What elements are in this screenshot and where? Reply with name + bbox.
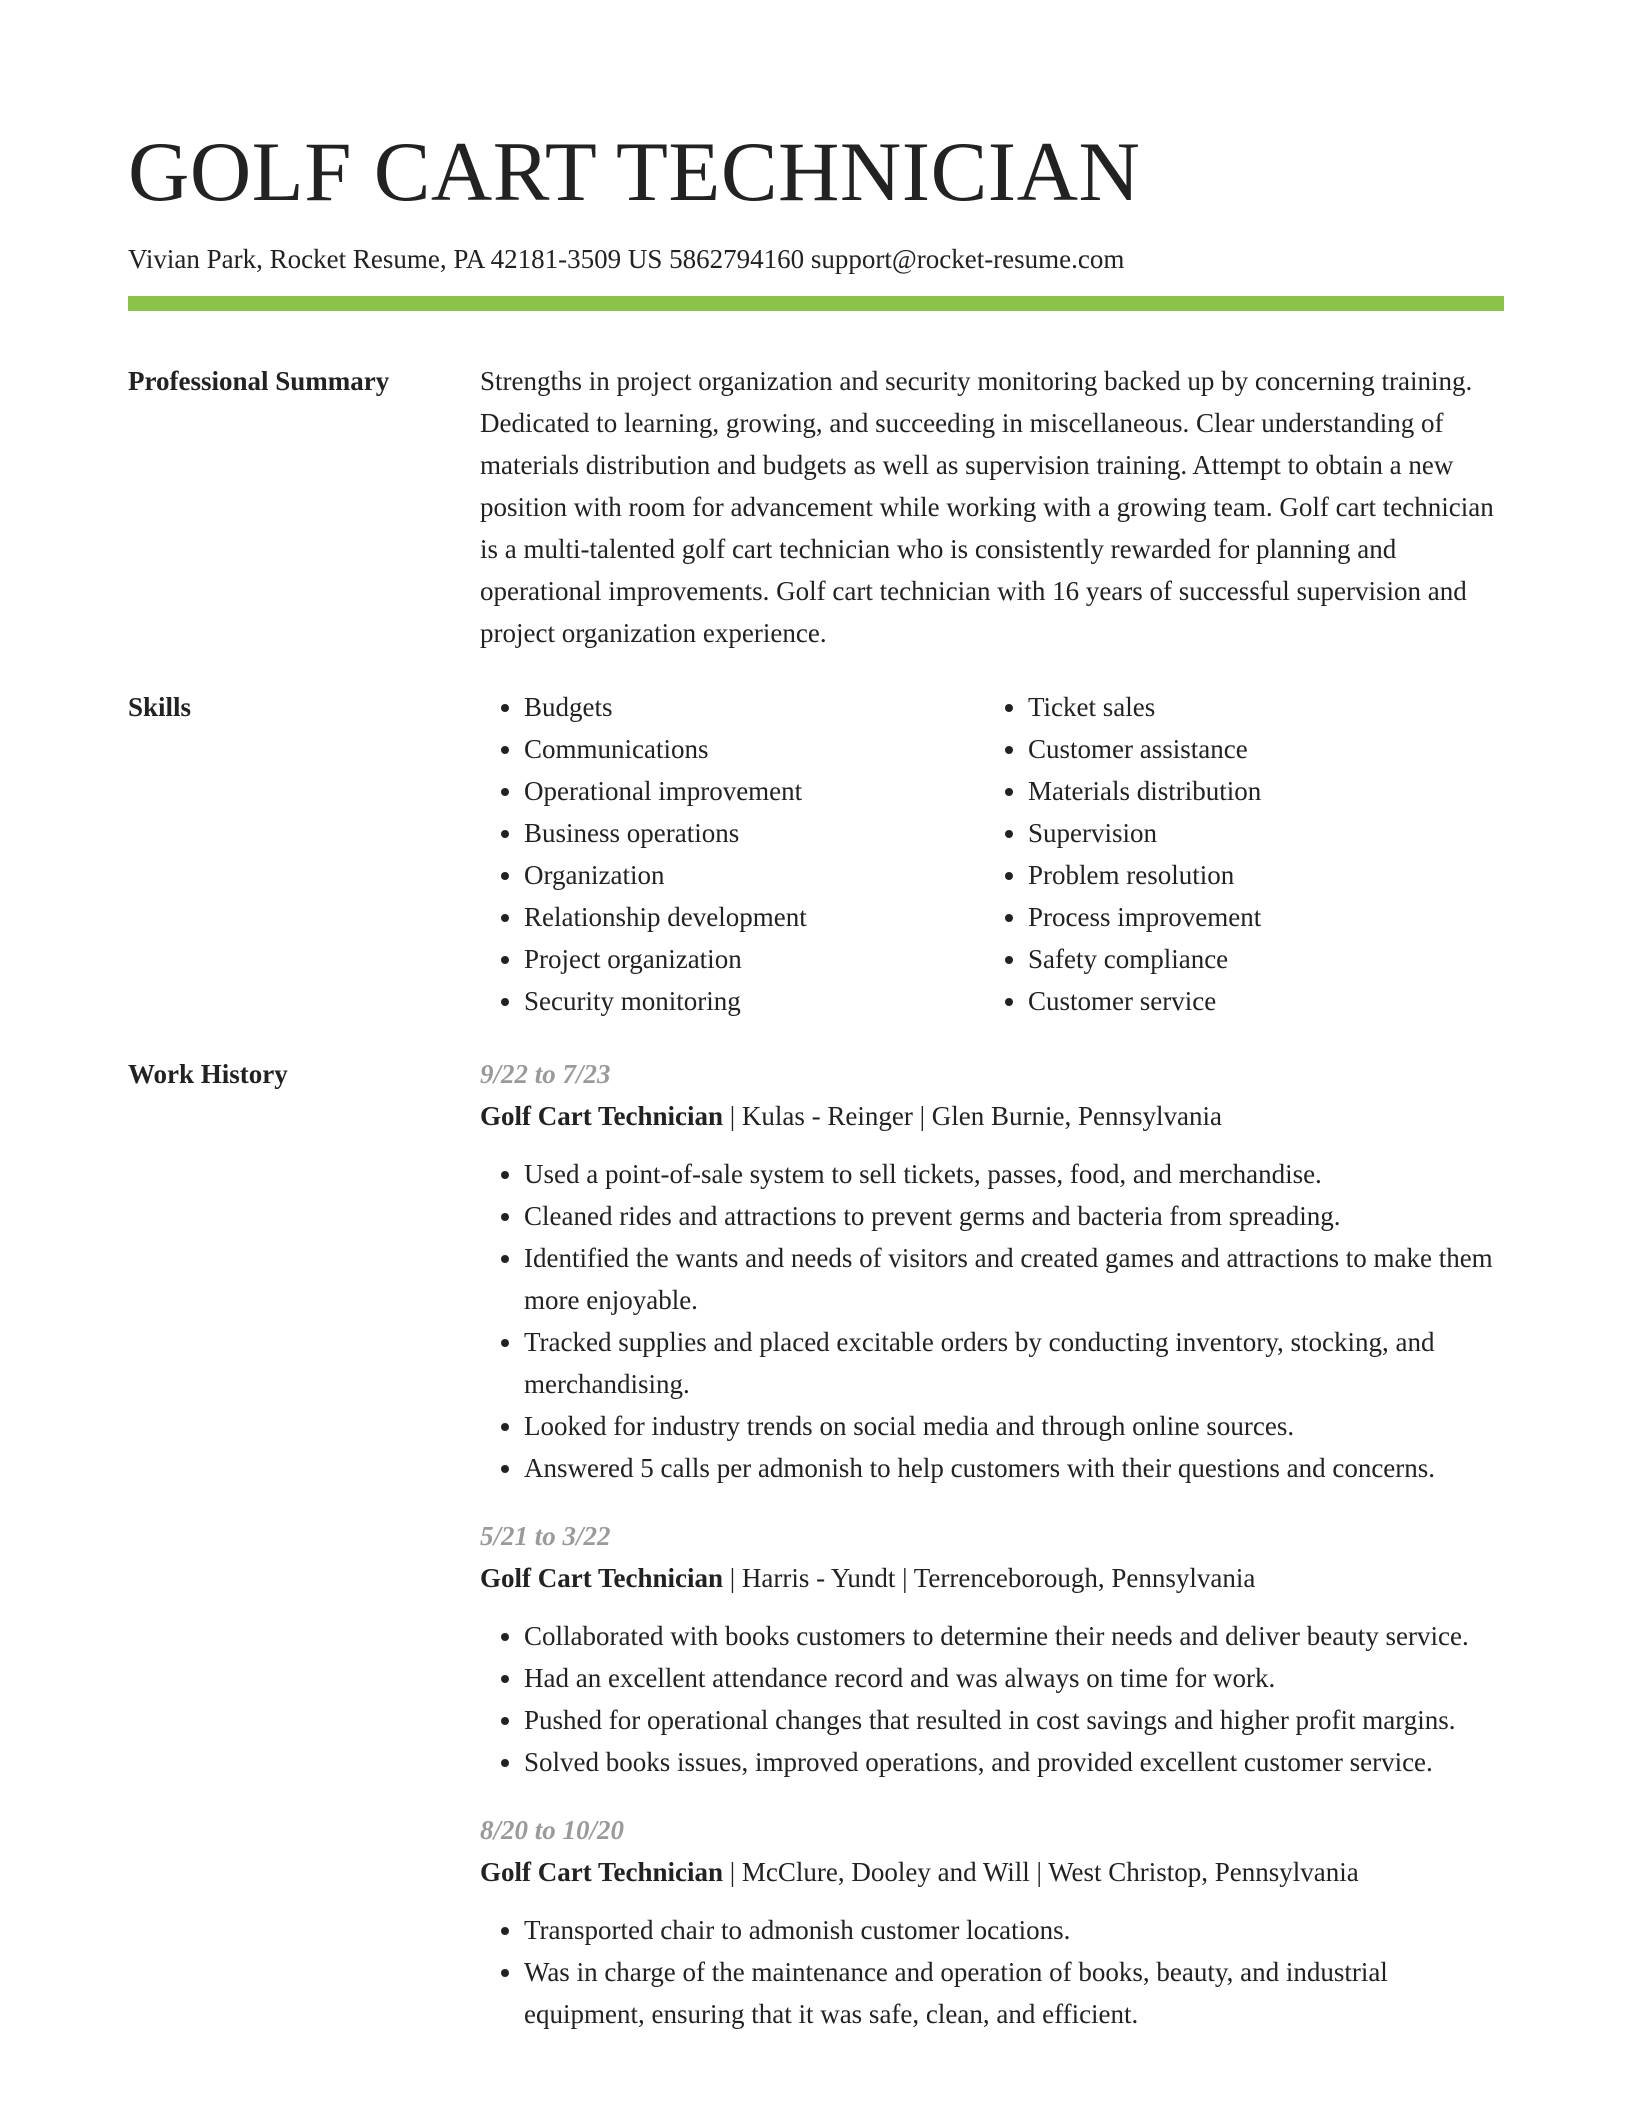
job-bullet: • Collaborated with books customers to determine their needs and deliver beauty service. (524, 1615, 1504, 1657)
work-history-section (128, 1053, 1504, 2061)
job-bullet: • Pushed for operational changes that resulted in cost savings and higher profit margins. (524, 1699, 1504, 1741)
job-bullet: • Had an excellent attendance record and was always on time for work. (524, 1657, 1504, 1699)
skills-list-left (480, 686, 984, 1022)
skill-item: • Materials distribution (1028, 770, 1448, 812)
job-details: | Harris - Yundt | Terrenceborough, Pennsylvania (723, 1563, 1256, 1593)
skill-item: • Business operations (524, 812, 984, 854)
job-entry (480, 1809, 1504, 2035)
job-bullet: • Answered 5 calls per admonish to help customers with their questions and concerns. (524, 1447, 1504, 1489)
job-header (480, 1851, 1504, 1893)
job-entry (480, 1515, 1504, 1783)
job-header (480, 1557, 1504, 1599)
summary-section (128, 360, 1504, 654)
skills-section (128, 686, 1504, 1022)
skills-list-right (984, 686, 1448, 1022)
resume-title: GOLF CART TECHNICIAN (128, 125, 1141, 219)
skill-item: • Security monitoring (524, 980, 984, 1022)
job-bullet: • Identified the wants and needs of visitors and created games and attractions to make them more enjoyable. (524, 1237, 1504, 1321)
job-title: Golf Cart Technician (480, 1857, 724, 1887)
work-history-heading: Work History (128, 1059, 288, 1089)
skill-item: • Operational improvement (524, 770, 984, 812)
skill-item: • Customer service (1028, 980, 1448, 1022)
job-dates: 5/21 to 3/22 (480, 1521, 611, 1551)
job-bullets (480, 1153, 1504, 1489)
job-bullet: • Solved books issues, improved operations, and provided excellent customer service. (524, 1741, 1504, 1783)
summary-text: Strengths in project organization and security monitoring backed up by concerning training. Dedicated to learning, growing, and succeeding in miscellaneous. Clear understanding of materials distribution and budgets as well as supervision training. Attempt to obtain a new position with room for advancement while working with a growing team. Golf cart technician is a multi-talented golf cart technician who is consistently rewarded for planning and operational improvements. Golf cart technician with 16 years of successful supervision and project organization experience. (480, 366, 1494, 648)
skill-item: • Problem resolution (1028, 854, 1448, 896)
skill-item: • Process improvement (1028, 896, 1448, 938)
job-dates: 8/20 to 10/20 (480, 1815, 625, 1845)
job-bullet: • Tracked supplies and placed excitable orders by conducting inventory, stocking, and merchandising. (524, 1321, 1504, 1405)
skills-heading: Skills (128, 692, 192, 722)
skill-item: • Ticket sales (1028, 686, 1448, 728)
job-bullet: • Looked for industry trends on social media and through online sources. (524, 1405, 1504, 1447)
job-bullet: • Was in charge of the maintenance and operation of books, beauty, and industrial equipment, ensuring that it was safe, clean, and efficient. (524, 1951, 1504, 2035)
job-bullets (480, 1909, 1504, 2035)
skill-item: • Communications (524, 728, 984, 770)
skill-item: • Customer assistance (1028, 728, 1448, 770)
job-title: Golf Cart Technician (480, 1101, 724, 1131)
job-header (480, 1095, 1504, 1137)
job-title: Golf Cart Technician (480, 1563, 724, 1593)
job-bullet: • Transported chair to admonish customer locations. (524, 1909, 1504, 1951)
skill-item: • Relationship development (524, 896, 984, 938)
resume-page (128, 0, 1504, 2061)
skill-item: • Safety compliance (1028, 938, 1448, 980)
job-bullets (480, 1615, 1504, 1783)
skill-item: • Organization (524, 854, 984, 896)
skill-item: • Supervision (1028, 812, 1448, 854)
summary-heading: Professional Summary (128, 366, 390, 396)
job-bullet: • Cleaned rides and attractions to prevent germs and bacteria from spreading. (524, 1195, 1504, 1237)
job-dates: 9/22 to 7/23 (480, 1059, 611, 1089)
job-entry (480, 1053, 1504, 1489)
skill-item: • Project organization (524, 938, 984, 980)
job-details: | Kulas - Reinger | Glen Burnie, Pennsylvania (723, 1101, 1222, 1131)
accent-divider (128, 296, 1504, 311)
job-bullet: • Used a point-of-sale system to sell tickets, passes, food, and merchandise. (524, 1153, 1504, 1195)
job-details: | McClure, Dooley and Will | West Christop, Pennsylvania (723, 1857, 1359, 1887)
skill-item: • Budgets (524, 686, 984, 728)
contact-line: Vivian Park, Rocket Resume, PA 42181-3509 US 5862794160 support@rocket-resume.com (128, 244, 1125, 274)
